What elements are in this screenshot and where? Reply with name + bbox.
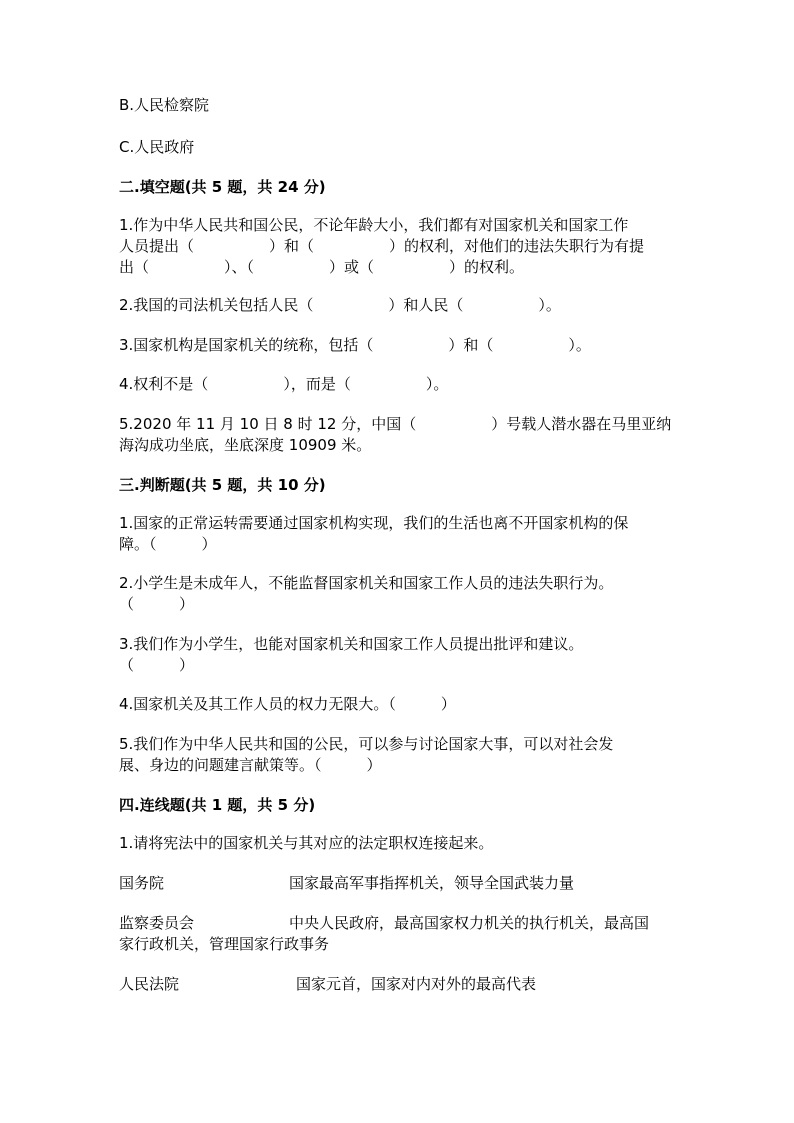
- match-left-2: 监察委员会: [119, 914, 195, 932]
- section2-title: 二.填空题(共 5 题，共 24 分): [119, 178, 326, 196]
- fill-q1-line3: 出（ ）、（ ）或（ ）的权利。: [119, 258, 525, 276]
- fill-q3: 3.国家机构是国家机关的统称，包括（ ）和（ ）。: [119, 336, 591, 354]
- judge-q3-line1: 3.我们作为小学生，也能对国家机关和国家工作人员提出批评和建议。: [119, 635, 584, 653]
- judge-q4: 4.国家机关及其工作人员的权力无限大。（ ）: [119, 695, 456, 713]
- judge-q5-line1: 5.我们作为中华人民共和国的公民，可以参与讨论国家大事，可以对社会发: [119, 735, 614, 753]
- fill-q4: 4.权利不是（ ），而是（ ）。: [119, 375, 449, 393]
- match-q1: 1.请将宪法中的国家机关与其对应的法定职权连接起来。: [119, 834, 494, 852]
- judge-q1-line1: 1.国家的正常运转需要通过国家机构实现，我们的生活也离不开国家机构的保: [119, 514, 629, 532]
- judge-q5-line2: 展、身边的问题建言献策等。（ ）: [119, 756, 382, 774]
- fill-q5-line2: 海沟成功坐底，坐底深度 10909 米。: [119, 436, 372, 454]
- fill-q2: 2.我国的司法机关包括人民（ ）和人民（ ）。: [119, 296, 561, 314]
- section4-title: 四.连线题(共 1 题，共 5 分): [119, 796, 316, 814]
- judge-q3-line2: （ ）: [119, 656, 195, 674]
- option-c: C.人民政府: [119, 138, 195, 156]
- section3-title: 三.判断题(共 5 题，共 10 分): [119, 476, 326, 494]
- fill-q5-line1: 5.2020 年 11 月 10 日 8 时 12 分，中国（ ）号载人潜水器在马里亚纳: [119, 415, 672, 433]
- judge-q2-line1: 2.小学生是未成年人，不能监督国家机关和国家工作人员的违法失职行为。: [119, 574, 614, 592]
- match-right-3: 国家元首，国家对内对外的最高代表: [296, 975, 537, 993]
- match-left-3: 人民法院: [119, 975, 180, 993]
- match-left-1: 国务院: [119, 874, 165, 892]
- match-right-2-cont: 家行政机关，管理国家行政事务: [119, 935, 330, 953]
- judge-q2-line2: （ ）: [119, 595, 195, 613]
- fill-q1-line2: 人员提出（ ）和（ ）的权利，对他们的违法失职行为有提: [119, 237, 645, 255]
- fill-q1-line1: 1.作为中华人民共和国公民，不论年龄大小，我们都有对国家机关和国家工作: [119, 216, 629, 234]
- judge-q1-line2: 障。（ ）: [119, 535, 217, 553]
- option-b: B.人民检察院: [119, 96, 210, 114]
- match-right-2: 中央人民政府，最高国家权力机关的执行机关，最高国: [289, 914, 650, 932]
- match-right-1: 国家最高军事指挥机关，领导全国武装力量: [289, 874, 575, 892]
